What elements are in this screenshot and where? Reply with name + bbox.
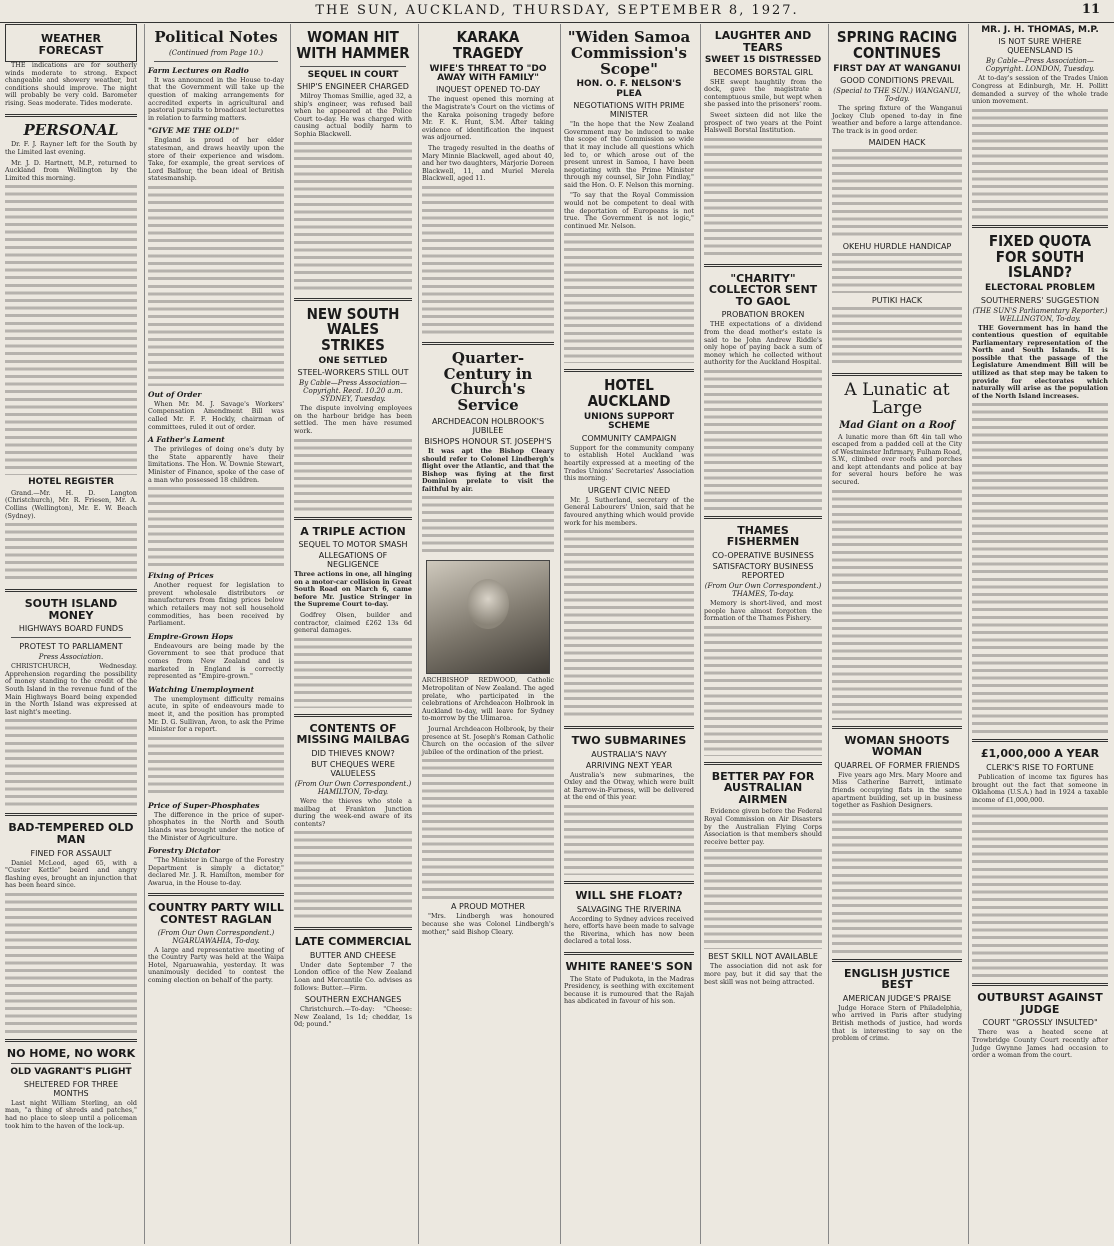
race-okehu-hurdle-results <box>832 253 962 293</box>
lunatic-subheading: Mad Giant on a Roof <box>839 420 955 431</box>
unemployment-continued <box>148 737 284 797</box>
white-ranee-heading: WHITE RANEE'S SON <box>565 960 693 973</box>
commercial-subheading: BUTTER AND CHEESE <box>309 950 397 960</box>
column-2 <box>144 24 287 1244</box>
samoa-subheading: HON. O. F. NELSON'S PLEA <box>576 79 682 99</box>
triple-action-subheading-2: ALLEGATIONS OF NEGLIGENCE <box>318 551 388 570</box>
laughter-tears-text: SHE swept haughtily from the dock, gave the magistrate a contemptuous smile, but wept when she passed into the prisoners' room. <box>704 77 822 109</box>
woman-shoots-subheading: QUARREL OF FORMER FRIENDS <box>834 760 960 770</box>
forestry-text: "The Minister in Charge of the Forestry Department is simply a dictator," declared Mr. J. R. Hamilton, member for Awarua, in the House to-day. <box>148 856 284 887</box>
woman-shoots-continued <box>832 813 962 953</box>
nsw-strikes-byline: By Cable—Press Association—Copyright. Recd. 10.20 a.m. SYDNEY, Tuesday. <box>299 379 407 404</box>
money-subheading-2: PROTEST TO PARLIAMENT <box>19 642 123 652</box>
karaka-subheading: WIFE'S THREAT TO "DO AWAY WITH FAMILY" <box>429 63 547 83</box>
column-8 <box>968 24 1111 1244</box>
fixed-quota-heading: FIXED QUOTA FOR SOUTH ISLAND? <box>988 231 1092 282</box>
money-subheading: HIGHWAYS BOARD FUNDS <box>18 624 124 634</box>
karaka-continued <box>422 186 554 336</box>
laughter-tears-subheading-2: BECOMES BORSTAL GIRL <box>713 67 813 77</box>
submarines-text: Australia's new submarines, the Oxley and the Otway, which were built at Barrow-in-Furness, will be delivered at the end of this year. <box>564 770 694 802</box>
political-notes-continued: (Continued from Page 10.) <box>168 48 264 57</box>
best-skill-subheading: BEST SKILL NOT AVAILABLE <box>708 952 818 962</box>
thomas-text: At to-day's session of the Trades Union Congress at Edinburgh, Mr. H. Pollitt demanded a survey of the whole trade union movement. <box>972 74 1108 106</box>
woman-hammer-heading: WOMAN HIT WITH HAMMER <box>296 28 410 62</box>
triple-action-text: Godfrey Olsen, builder and contractor, claimed £262 13s 6d general damages. <box>294 611 412 635</box>
nsw-strikes-continued <box>294 439 412 511</box>
million-subheading: CLERK'S RISE TO FORTUNE <box>986 762 1094 772</box>
best-skill-text: The association did not ask for more pay, but it did say that the best skill was not being attracted. <box>704 962 822 986</box>
thomas-continued <box>972 109 1108 219</box>
outburst-subheading: COURT "GROSSLY INSULTED" <box>982 1018 1098 1028</box>
triple-action-continued <box>294 638 412 708</box>
spring-racing-heading: SPRING RACING CONTINUES <box>836 28 958 62</box>
thomas-subheading: IS NOT SURE WHERE QUEENSLAND IS <box>998 37 1082 56</box>
raglan-text: A large and representative meeting of the Country Party was held at the Waipa Hotel, Ngaruawahia, yesterday. It was unanimously decided to contest the coming election on behalf of the party. <box>148 945 284 984</box>
personal-item-2: Mr. J. D. Hartnett, M.P., returned to Auckland from Wellington by the Limited this morning. <box>5 158 137 182</box>
political-notes-heading: Political Notes <box>154 28 278 46</box>
old-man-subheading: FINED FOR ASSAULT <box>30 848 112 858</box>
urgent-need-continued <box>564 530 694 720</box>
exchanges-text: Christchurch.—To-day: "Cheese: New Zealand, 1s 1d; cheddar, 1s 0d; pound." <box>294 1005 412 1029</box>
spring-racing-subheading: FIRST DAY AT WANGANUI <box>833 63 961 74</box>
farm-lectures-subheading: Farm Lectures on Radio <box>148 65 249 75</box>
samoa-heading: "Widen Samoa Commission's Scope" <box>567 28 691 78</box>
thames-continued <box>704 626 822 756</box>
photo-caption: ARCHBISHOP REDWOOD, Catholic Metropolitan of New Zealand. The aged prelate, who participated in the celebrations of Archdeacon Holbrook in Auckland to-day, will leave for Sydney to-morrow by the Ulimaroa. <box>422 676 554 723</box>
quarter-century-continued <box>422 496 554 556</box>
weather-box <box>5 24 137 62</box>
lunatic-continued <box>832 490 962 720</box>
fixed-quota-byline: (THE SUN'S Parliamentary Reporter.) WELLINGTON, To-day. <box>972 306 1108 323</box>
woman-hammer-subheading-2: SHIP'S ENGINEER CHARGED <box>297 81 409 91</box>
quarter-century-subheading-2: BISHOPS HONOUR ST. JOSEPH'S <box>424 436 552 446</box>
column-4 <box>418 24 557 1244</box>
mailbag-continued <box>294 831 412 921</box>
hotel-auckland-text: Support for the community company to establish Hotel Auckland was heartily expressed at a meeting of the Trades Unions' Secretaries' Association this morning. <box>564 443 694 483</box>
nsw-strikes-subheading-2: STEEL-WORKERS STILL OUT <box>297 368 409 378</box>
laughter-tears-text-2: Sweet sixteen did not like the prospect of two years at the Point Halswell Borstal Institution. <box>704 110 822 135</box>
unemployment-text: The unemployment difficulty remains acute, in spite of endeavours made to meet it, and the position has prompted Mr. D. G. Sullivan, Avon, to ask the Prime Minister for a report. <box>148 694 284 734</box>
column-5 <box>560 24 697 1244</box>
money-continued <box>5 719 137 807</box>
farm-lectures-text: It was announced in the House to-day that the Government will take up the question of making arrangements for accredited experts in agricultural and pastoral pursuits to broadcast lecturettes in relation to farming matters. <box>148 75 284 122</box>
commercial-text: Under date September 7 the London office of the New Zealand Loan and Mercantile Co. advises as follows: Butter.—Firm. <box>294 960 412 992</box>
thames-byline: (From Our Own Correspondent.) THAMES, To-day. <box>704 581 822 598</box>
charity-heading: "CHARITY" COLLECTOR SENT TO GAOL <box>708 271 818 308</box>
thomas-heading: MR. J. H. THOMAS, M.P. <box>981 25 1099 35</box>
give-me-old-text: England is proud of her elder statesman, and draws heavily upon the store of their experience and wisdom. Take, for example, the great services of Lord Balfour, the bean ideal of British statesmanship. <box>148 136 284 183</box>
fixed-quota-text: THE Government has in hand the contentious question of equitable Parliamentary representation of the North and South Islands. It is possible that the passage of the Legislature Amendment Bill will be utilized as that step may be taken to provide for electorates which naturally will arise as the population of the North Island increases. <box>972 323 1108 400</box>
race-putiki-hack: PUTIKI HACK <box>871 296 923 306</box>
outburst-text: There was a heated scene at Trowbridge County Court recently after Judge Gwynne James had occasion to order a woman from the court. <box>972 1028 1108 1060</box>
mailbag-byline: (From Our Own Correspondent.) HAMILTON, To-day. <box>294 779 412 796</box>
fixing-prices-subheading: Fixing of Prices <box>148 571 214 581</box>
quarter-century-subheading: ARCHDEACON HOLBROOK'S JUBILEE <box>431 416 545 435</box>
hotel-register-text: Grand.—Mr. H. D. Langton (Christchurch), Mr. R. Friesen, Mr. A. Collins (Wellington), Mr. E. W. Beach (Sydney). <box>5 488 137 520</box>
submarines-subheading-2: ARRIVING NEXT YEAR <box>585 760 673 770</box>
thomas-byline: By Cable—Press Association—Copyright. LONDON, Tuesday. <box>985 57 1095 74</box>
million-continued <box>972 807 1108 977</box>
race-maiden-hack: MAIDEN HACK <box>868 138 926 148</box>
super-phosphates-subheading: Price of Super-Phosphates <box>148 800 260 810</box>
karaka-text-2: The tragedy resulted in the deaths of Mary Minnie Blackwell, aged about 40, and her two daughters, Marjorie Doreen Blackwell, 11, and Muriel Merela Blackwell, aged 11. <box>422 143 554 183</box>
mailbag-heading: CONTENTS OF MISSING MAILBAG <box>296 721 410 747</box>
karaka-text: The inquest opened this morning at the Magistrate's Court on the victims of the Karaka poisoning tragedy before Mr. F. K. Hunt, S.M. After taking evidence of identification the inquest was adjourned. <box>422 95 554 142</box>
karaka-subheading-2: INQUEST OPENED TO-DAY <box>435 85 541 95</box>
old-man-heading: BAD-TEMPERED OLD MAN <box>8 821 134 846</box>
float-text: According to Sydney advices received here, efforts have been made to salvage the Riverina, which has now been declared a total loss. <box>564 914 694 946</box>
mailbag-text: Were the thieves who stole a mailbag at Frankton Junction during the week-end aware of its contents? <box>294 796 412 828</box>
hops-subheading: Empire-Grown Hops <box>148 631 234 641</box>
airmen-pay-text: Evidence given before the Federal Royal Commission on Air Disasters by the Australian Flying Corps Association is that members should receive better pay. <box>704 807 822 846</box>
nsw-strikes-text: The dispute involving employees on the harbour bridge has been settled. The men have resumed work. <box>294 404 412 435</box>
race-putiki-hack-results <box>832 307 962 367</box>
samoa-text-2: "To say that the Royal Commission would not be competent to deal with the deportation of Europeans is not true. The Government is not logic," continued Mr. Nelson. <box>564 191 694 230</box>
urgent-need-subheading: URGENT CIVIC NEED <box>587 485 671 495</box>
triple-action-deck: Three actions in one, all hinging on a motor-car collision in Great South Road on March 6, came before Mr. Justice Stringer in the Supreme Court to-day. <box>294 570 412 609</box>
quarter-century-text: It was apt the Bishop Cleary should refer to Colonel Lindbergh's flight over the Atlantic, and that the Bishop was fiying at the first Dominion prelate to visit the faithful by air. <box>422 446 554 493</box>
outburst-heading: OUTBURST AGAINST JUDGE <box>977 991 1103 1016</box>
samoa-continued <box>564 233 694 363</box>
column-3 <box>290 24 415 1244</box>
woman-shoots-text: Five years ago Mrs. Mary Moore and Miss Catherine Barrett, intimate friends occupying flats in the same apartment building, set up in business together as Fashion Designers. <box>832 770 962 810</box>
thames-subheading: CO-OPERATIVE BUSINESS <box>712 550 814 560</box>
quarter-century-heading: Quarter-Century in Church's Service <box>443 348 533 415</box>
woman-hammer-subheading: SEQUEL IN COURT <box>307 69 399 80</box>
vagrant-text: Last night William Sterling, an old man, "a thing of shreds and patches," had no place to sleep until a policeman took him to the haven of the lock-up. <box>5 1098 137 1130</box>
nsw-strikes-heading: NEW SOUTH WALES STRIKES <box>306 304 400 354</box>
page-number: 11 <box>1081 2 1100 17</box>
unemployment-subheading: Watching Unemployment <box>148 684 255 694</box>
charity-continued <box>704 370 822 510</box>
mailbag-subheading-2: BUT CHEQUES WERE VALUELESS <box>311 759 395 778</box>
old-man-continued <box>5 893 137 1033</box>
proud-mother-text: "Mrs. Lindbergh was honoured because she was Colonel Lindbergh's mother," said Bishop Cleary. <box>422 912 554 936</box>
karaka-heading: KARAKA TRAGEDY <box>452 28 524 62</box>
fixed-quota-subheading: ELECTORAL PROBLEM <box>984 283 1096 294</box>
fixed-quota-continued <box>972 403 1108 733</box>
raglan-heading: COUNTRY PARTY WILL CONTEST RAGLAN <box>148 901 284 927</box>
spring-racing-byline: (Special to THE SUN.) WANGANUI, To-day. <box>833 86 961 103</box>
super-phosphates-text: The difference in the price of super-phosphates in the North and South Islands was brought under the notice of the Minister of Agriculture. <box>148 810 284 842</box>
submarines-continued <box>564 805 694 875</box>
column-7 <box>828 24 965 1244</box>
weather-text: THE indications are for southerly winds moderate to strong. Expect changeable and showery weather, but conditions should improve. The night will probably be very cold. Barometer rising. Seas moderate. Tides moderate. <box>5 61 137 108</box>
fixed-quota-subheading-2: SOUTHERNERS' SUGGESTION <box>980 295 1100 305</box>
archbishop-redwood-photo <box>426 560 550 674</box>
charity-text: THE expectations of a dividend from the dead mother's estate is said to be John Andrew Riddle's only hope of paying back a sum of money which he collected without authority for the Auckland Hospital. <box>704 320 822 367</box>
woman-hammer-continued <box>294 142 412 292</box>
laughter-tears-subheading: SWEET 15 DISTRESSED <box>704 55 822 66</box>
masthead-title: THE SUN, AUCKLAND, THURSDAY, SEPTEMBER 8, 1927. <box>315 3 799 18</box>
column-1 <box>2 24 140 1244</box>
english-justice-text: Judge Horace Stern of Philadelphia, who arrived in Paris after studying British methods of justice, had words that is interesting to say on the problem of crime. <box>832 1003 962 1043</box>
hotel-register-heading: HOTEL REGISTER <box>28 477 114 488</box>
caption-followup-continued <box>422 759 554 899</box>
commercial-heading: LATE COMMERCIAL <box>294 935 412 949</box>
out-of-order-text: When Mr. M. J. Savage's Workers' Compensation Amendment Bill was called Mr. F. F. Hockly, chairman of committees, ruled it out of order. <box>148 399 284 431</box>
masthead <box>0 0 1114 23</box>
million-heading: £1,000,000 A YEAR <box>980 747 1100 761</box>
exchanges-heading: SOUTHERN EXCHANGES <box>304 995 402 1005</box>
vagrant-heading: OLD VAGRANT'S PLIGHT <box>10 1067 132 1078</box>
laughter-tears-heading: LAUGHTER AND TEARS <box>714 29 812 54</box>
white-ranee-text: The State of Pudukota, in the Madras Presidency, is seething with excitement because it is rumoured that the Rajah has abdicated in favour of his son. <box>564 974 694 1006</box>
race-maiden-hack-results <box>832 149 962 239</box>
triple-action-subheading: SEQUEL TO MOTOR SMASH <box>298 540 408 550</box>
hops-text: Endeavours are being made by the Government to see that produce that comes from New Zealand and is marketed in England is correctly represented as "Empire-grown." <box>148 641 284 681</box>
give-me-old-subheading: "GIVE ME THE OLD!" <box>148 126 240 136</box>
float-subheading: SALVAGING THE RIVERINA <box>576 904 682 914</box>
column-6 <box>700 24 825 1244</box>
personal-continued <box>5 185 137 475</box>
submarines-subheading: AUSTRALIA'S NAVY <box>591 749 667 759</box>
thames-subheading-2: SATISFACTORY BUSINESS REPORTED <box>712 561 814 580</box>
hotel-auckland-subheading-2: COMMUNITY CAMPAIGN <box>581 433 677 443</box>
raglan-byline: (From Our Own Correspondent.) NGARUAWAHIA, To-day. <box>157 928 275 945</box>
airmen-pay-heading: BETTER PAY FOR AUSTRALIAN AIRMEN <box>711 769 815 806</box>
race-okehu-hurdle: OKEHU HURDLE HANDICAP <box>842 242 952 252</box>
woman-hammer-text: Milroy Thomas Smillie, aged 32, a ship's engineer, was refused bail when he appeared at the Police Court to-day. He was charged with causing actual bodily harm to Sophia Blackwell. <box>294 91 412 138</box>
lunatic-text: A lunatic more than 6ft 4in tall who escaped from a padded cell at the City of Westminster Infirmary, Fulham Road, S.W., climbed over roofs and porches and kept attendants and police at bay for several hours before he was secured. <box>832 432 962 487</box>
thames-text: Memory is short-lived, and most people have almost forgotten the formation of the Thames Fishery. <box>704 598 822 623</box>
charity-subheading: PROBATION BROKEN <box>721 310 805 320</box>
triple-action-heading: A TRIPLE ACTION <box>300 524 406 538</box>
fathers-lament-continued <box>148 487 284 567</box>
submarines-heading: TWO SUBMARINES <box>571 734 687 748</box>
float-heading: WILL SHE FLOAT? <box>575 889 683 903</box>
urgent-need-text: Mr. J. Sutherland, secretary of the General Labourers' Union, said that he favoured anything which would provide work for his members. <box>564 495 694 527</box>
hotel-auckland-subheading: UNIONS SUPPORT SCHEME <box>583 411 675 432</box>
forestry-subheading: Forestry Dictator <box>148 846 220 856</box>
money-heading: SOUTH ISLAND MONEY <box>24 597 118 622</box>
hotel-register-continued <box>5 523 137 583</box>
english-justice-heading: ENGLISH JUSTICE BEST <box>844 966 950 992</box>
spring-racing-text: The spring fixture of the Wanganui Jockey Club opened to-day in fine weather and before a large attendance. The track is in good order. <box>832 103 962 135</box>
samoa-subheading-2: NEGOTIATIONS WITH PRIME MINISTER <box>573 101 685 120</box>
english-justice-subheading: AMERICAN JUDGE'S PRAISE <box>842 993 952 1003</box>
give-me-old-continued <box>148 186 284 386</box>
mailbag-subheading: DID THIEVES KNOW? <box>311 748 395 758</box>
weather-heading: WEATHER FORECAST <box>38 32 104 57</box>
proud-mother-subheading: A PROUD MOTHER <box>451 902 525 912</box>
hotel-auckland-heading: HOTEL AUCKLAND <box>587 376 671 411</box>
laughter-tears-continued <box>704 138 822 258</box>
fathers-lament-subheading: A Father's Lament <box>148 435 225 445</box>
airmen-pay-continued <box>704 849 822 949</box>
lunatic-heading: A Lunatic at Large <box>844 380 950 419</box>
fathers-lament-text: The privileges of doing one's duty by the State apparently have their limitations. The Hon. W. Downie Stewart, Minister of Finance, spoke of the case of a man who possessed 18 children. <box>148 445 284 484</box>
caption-followup-text: Journal Archdeacon Holbrook, by their presence at St. Joseph's Roman Catholic Church on the occasion of the silver jubilee of the ordination of the priest. <box>422 725 554 756</box>
nsw-strikes-subheading: ONE SETTLED <box>318 355 388 366</box>
money-byline: Press Association. <box>38 653 104 662</box>
vagrant-subheading: SHELTERED FOR THREE MONTHS <box>23 1079 119 1098</box>
samoa-text: "In the hope that the New Zealand Government may be induced to make the scope of the Commission so wide that it may include all questions which led to, or which arose out of the present unrest in Samoa, I have been negotiating with the Prime Minister through my counsel, Sir John Findlay," said the Hon. O. F. Nelson this morning. <box>564 120 694 189</box>
fixing-prices-text: Another request for legislation to prevent wholesale distributors or manufacturers from fixing prices below which retailers may not sell household commodities, has been received by Parliament. <box>148 581 284 628</box>
personal-heading: PERSONAL <box>23 120 119 139</box>
spring-racing-subheading-2: GOOD CONDITIONS PREVAIL <box>840 75 954 85</box>
no-home-heading: NO HOME, NO WORK <box>6 1046 136 1060</box>
money-text: CHRISTCHURCH, Wednesday. Apprehension regarding the possibility of money standing to the credit of the South Island in the revenue fund of the Main Highways Board being expended in the North Island was expressed at last night's meeting. <box>5 662 137 716</box>
thames-heading: THAMES FISHERMEN <box>726 523 800 549</box>
million-text: Publication of income tax figures has brought out the fact that someone in Oklahoma (U.S.A.) had in 1924 a taxable income of £1,000,000. <box>972 772 1108 804</box>
personal-item-1: Dr. F. J. Rayner left for the South by the Limited last evening. <box>5 140 137 156</box>
out-of-order-subheading: Out of Order <box>148 389 202 399</box>
old-man-text: Daniel McLeod, aged 65, with a "Custer Kettle" beard and angry flashing eyes, brought an injunction that has been heard since. <box>5 858 137 890</box>
woman-shoots-heading: WOMAN SHOOTS WOMAN <box>844 733 950 759</box>
